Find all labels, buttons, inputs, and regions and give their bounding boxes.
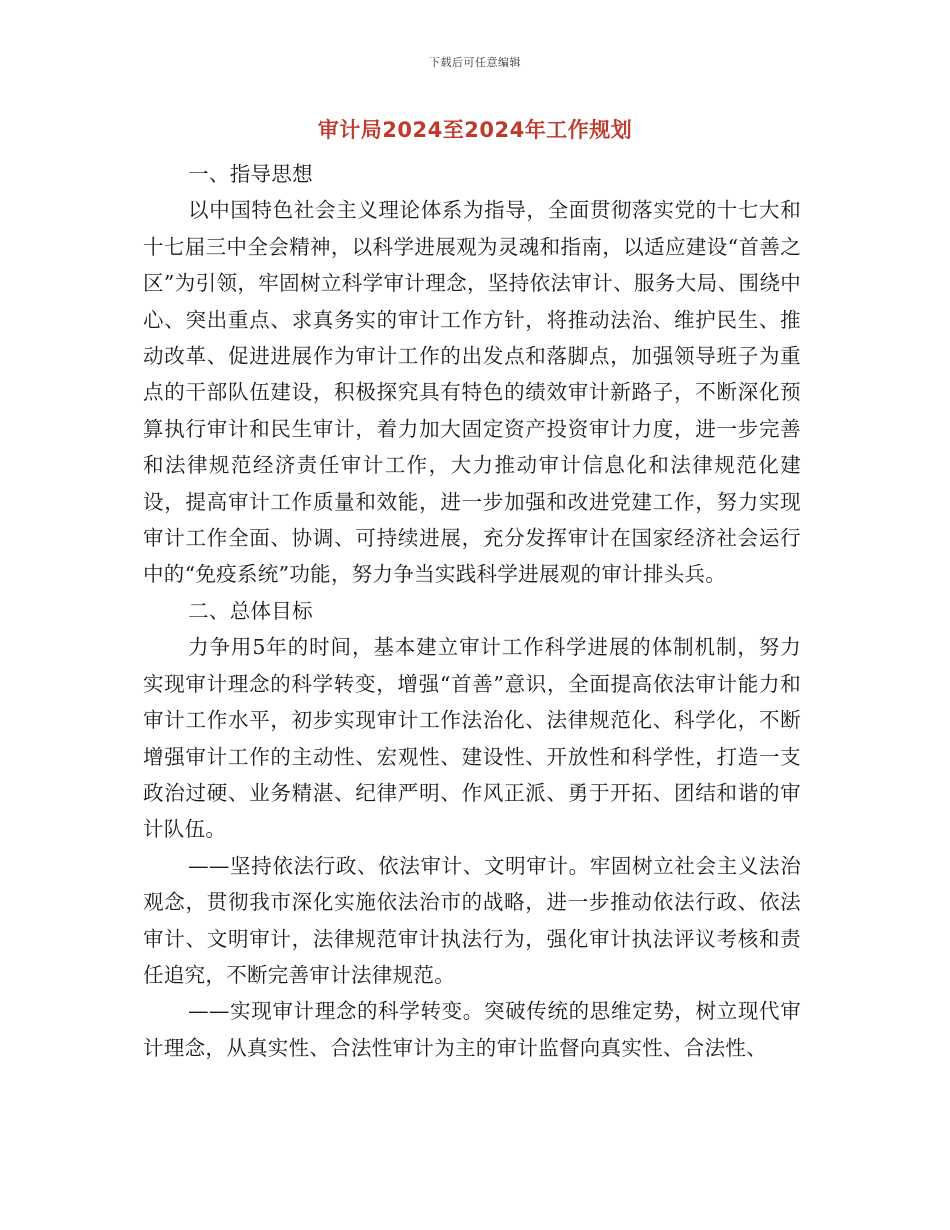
paragraph-overall-goals: 力争用5年的时间，基本建立审计工作科学进展的体制机制，努力实现审计理念的科学转变，增强“首善”意识，全面提高依法审计能力和审计工作水平，初步实现审计工作法治化、法律规范化、科学化，不断增强审计工作的主动性、宏观性、建设性、开放性和科学性，打造一支政治过硬、业务精湛、纪律严明、作风正派、勇于开拓、团结和谐的审计队伍。 [143,635,801,842]
paragraph-goal-item-audit-concept: ——实现审计理念的科学转变。突破传统的思维定势，树立现代审计理念，从真实性、合法性审计为主的审计监督向真实性、合法性、 [143,999,801,1060]
section-heading-overall-goals: 二、总体目标 [188,598,313,623]
document-body [143,156,801,1066]
header-note: 下载后可任意编辑 [429,56,521,69]
paragraph-guiding-ideology: 以中国特色社会主义理论体系为指导，全面贯彻落实党的十七大和十七届三中全会精神，以科学进展观为灵魂和指南，以适应建设“首善之区”为引领，牢固树立科学审计理念，坚持依法审计、服务大局、围绕中心、突出重点、求真务实的审计工作方针，将推动法治、维护民生、推动改革、促进进展作为审计工作的出发点和落脚点，加强领导班子为重点的干部队伍建设，积极探究具有特色的绩效审计新路子，不断深化预算执行审计和民生审计，着力加大固定资产投资审计力度，进一步完善和法律规范经济责任审计工作，大力推动审计信息化和法律规范化建设，提高审计工作质量和效能，进一步加强和改进党建工作，努力实现审计工作全面、协调、可持续进展，充分发挥审计在国家经济社会运行中的“免疫系统”功能，努力争当实践科学进展观的审计排头兵。 [143,198,801,587]
section-heading-guiding-ideology: 一、指导思想 [188,162,313,186]
document-title: 审计局2024至2024年工作规划 [317,118,633,142]
paragraph-goal-item-rule-of-law: ——坚持依法行政、依法审计、文明审计。牢固树立社会主义法治观念，贯彻我市深化实施依法治市的战略，进一步推动依法行政、依法审计、文明审计，法律规范审计执法行为，强化审计执法评议考核和责任追究，不断完善审计法律规范。 [143,853,801,987]
